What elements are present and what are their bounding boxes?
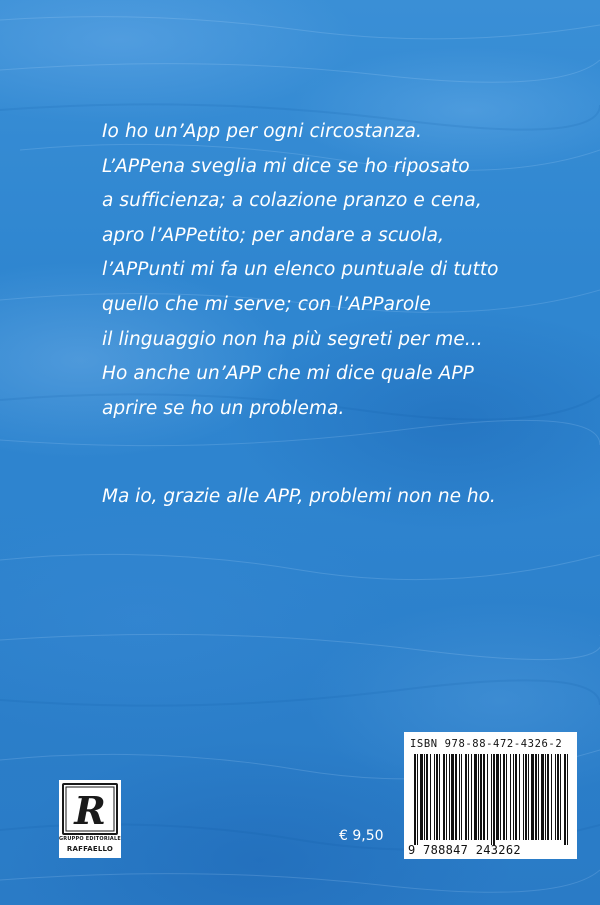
blurb-line: Ho anche un’APP che mi dice quale APP [102, 363, 474, 385]
barcode-bar [465, 754, 467, 840]
blurb-line: quello che mi serve; con l’APParole [102, 293, 431, 315]
blurb-line: aprire se ho un problema. [102, 397, 345, 419]
barcode-bar [443, 754, 445, 840]
blurb-text [102, 115, 572, 426]
isbn-label: ISBN 978-88-472-4326-2 [410, 738, 563, 750]
logo-frame [62, 783, 118, 835]
barcode-bar [523, 754, 524, 840]
publisher-group-label: GRUPPO EDITORIALE [59, 836, 122, 842]
barcode-bar [555, 754, 556, 840]
barcode-bar [493, 754, 495, 845]
price-label: € 9,50 [339, 828, 384, 844]
barcode-bar [538, 754, 539, 840]
barcode-bar [480, 754, 482, 840]
barcode-bar [545, 754, 546, 840]
barcode-bar [557, 754, 559, 840]
barcode-bar [439, 754, 440, 840]
barcode-bar [417, 754, 418, 845]
barcode-bar [461, 754, 462, 840]
barcode-bar [436, 754, 438, 840]
barcode-bar [535, 754, 537, 840]
barcode-bar [449, 754, 450, 840]
barcode-bar [474, 754, 477, 840]
blurb-line: L’APPena sveglia mi dice se ho riposato [102, 155, 470, 177]
barcode-bar [513, 754, 514, 840]
blurb-line: il linguaggio non ha più segreti per me... [102, 328, 483, 350]
barcode-bar [503, 754, 505, 840]
barcode-bar [496, 754, 499, 840]
blurb-closing-line: Ma io, grazie alle APP, problemi non ne ho. [102, 486, 496, 507]
barcode-bar [528, 754, 529, 840]
barcode-bar [525, 754, 527, 840]
barcode-box [404, 732, 577, 859]
logo-r-mark-icon [64, 785, 116, 833]
barcode-bar [515, 754, 517, 840]
blurb-line: apro l’APPetito; per andare a scuola, [102, 224, 445, 246]
barcode-number: 9 788847 243262 [408, 843, 521, 857]
blurb-line: Io ho un’App per ogni circostanza. [102, 121, 423, 142]
barcode-bar [424, 754, 425, 840]
barcode-bar [468, 754, 469, 840]
barcode-bar [491, 754, 492, 845]
barcode-bar [478, 754, 479, 840]
barcode-bar [506, 754, 507, 840]
barcode-bar [451, 754, 454, 840]
barcode-bar [459, 754, 460, 840]
barcode-bar [519, 754, 520, 840]
barcode-bar [547, 754, 549, 840]
barcode-bar [564, 754, 566, 845]
barcode-bar [446, 754, 447, 840]
barcode-bar [434, 754, 435, 840]
barcode-bar [551, 754, 552, 840]
barcode-bar [426, 754, 428, 840]
publisher-name: RAFFAELLO [66, 845, 114, 853]
barcode-bars [404, 732, 577, 859]
logo-letter: R [74, 788, 106, 833]
barcode-bar [471, 754, 472, 840]
publisher-logo [59, 780, 121, 858]
barcode-bar [430, 754, 431, 840]
barcode-bar [420, 754, 423, 840]
barcode-bar [510, 754, 511, 840]
barcode-bar [414, 754, 416, 845]
blurb-line: a sufficienza; a colazione pranzo e cena, [102, 190, 482, 212]
barcode-bar [567, 754, 568, 845]
barcode-bar [500, 754, 501, 840]
barcode-bar [487, 754, 488, 840]
barcode-bar [455, 754, 457, 840]
barcode-bar [560, 754, 561, 840]
barcode-bar [483, 754, 485, 840]
barcode-bar [541, 754, 544, 840]
blurb-line: l’APPunti mi fa un elenco puntuale di tutto [102, 259, 499, 281]
barcode-bar [531, 754, 534, 840]
